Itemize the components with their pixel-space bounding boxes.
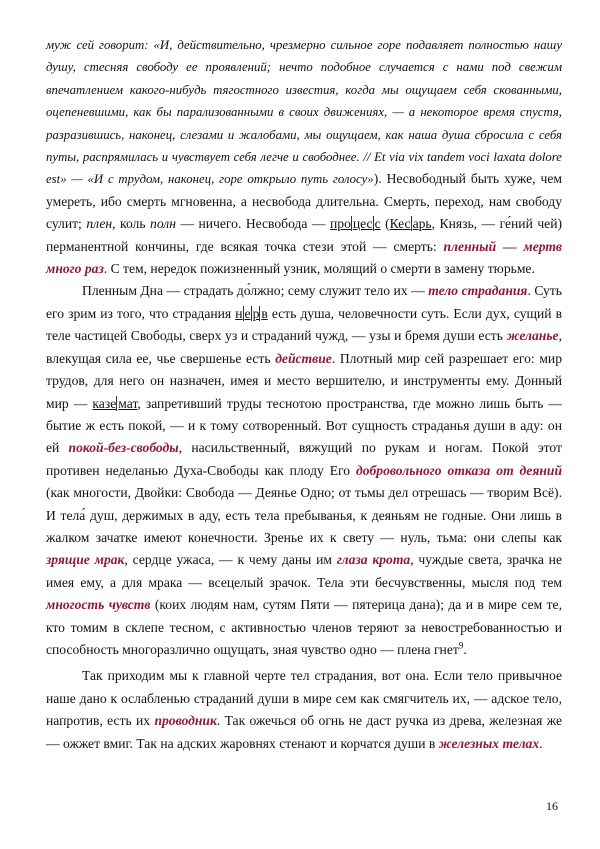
text-run: ). Несвободный быть хуже, чем умереть, ибо смерть мгновенна, а несвобода длительна. Смерть, переход, нам свободу сулит; (46, 171, 562, 232)
highlighted-phrase: пленный — мертв много раз (46, 238, 562, 277)
text-run: , чуждые света, зрачка не имея ему, а для мрака — всецелый зрачок. Тела эти бесчувственны, мысля под тем (46, 552, 562, 590)
text-run: ( (380, 216, 390, 232)
highlighted-phrase: проводник (154, 713, 217, 729)
text-run: , запретивший труды теснотою пространства, где можно лишь быть — бытие ж есть покой, — и к тому сотворенный. Вот сущность страданья души в аду: он ей (46, 395, 562, 456)
highlighted-phrase: тело страдания (428, 283, 528, 299)
paragraph-3 (46, 665, 562, 755)
text-run: Пленным Дна — страдать до́лжно; сему служит тело их — (82, 283, 429, 299)
text-run: (коих людям нам, сутям Пяти — пятерица дана); да и в мире сем те, кто томим в склепе тесном, с активностью членов теряют за невостребованностью и способность многоразлично ощущать, зная чувство одно — плена гнет (46, 597, 562, 657)
marked-word-kazemat: казе мат (92, 395, 138, 411)
footnote-marker[interactable]: 9 (458, 640, 464, 651)
paragraph-1 (46, 34, 562, 280)
marked-word-kesar: Кес арь (389, 216, 432, 232)
text-run: , насильственный, вяжущий по рукам и ногам. Покой этот противен неделанью Духа-Свободы как плоду Его (46, 440, 562, 478)
highlighted-phrase: покой-без-свободы (68, 440, 179, 456)
marked-word-process: про цес с (330, 216, 381, 232)
text-run: . Суть его зрим из того, что страдания (46, 283, 562, 321)
text-run: , Князь, — ге́ний чей) перманентной кончины, где всякая точка стези этой — смерть: (46, 216, 563, 254)
highlighted-phrase: зрящие мрак (46, 552, 125, 568)
paragraph-2 (46, 280, 562, 661)
text-run: , влекущая сила ее, чье свершенье есть (46, 328, 562, 366)
text-run: есть душа, человечности суть. Если дух, сущий в теле частицей Свободы, сверх уз и страданий чужд, — узы и бремя души есть (46, 305, 562, 344)
text-run: (как многости, Двойки: Свобода — Деянье Одно; от тьмы дел отрешась — творим Всё). И тела́ душ, держимых в аду, есть тела пребыванья, к деяньям не годные. Они лишь в жалком зачатке имеют конечности. Зренье их к свету — нуль, тьма: они слепы как (46, 485, 562, 545)
highlighted-phrase: многость чувств (46, 597, 151, 613)
text-run: . (463, 641, 467, 657)
page-number: 16 (546, 799, 558, 813)
highlighted-phrase: глаза крота (336, 552, 411, 568)
marked-word-nerv: н е р в (235, 305, 268, 321)
highlighted-phrase: действие (275, 350, 332, 366)
text-run: , коль (112, 216, 151, 232)
text-run: . Плотный мир сей разрешает его: мир трудов, для него он назначен, имея и место вершителю, и инструменты ему. Донный мир — (46, 350, 563, 411)
italic-word-plen: плен (86, 216, 113, 232)
highlighted-phrase: железных телах (438, 735, 540, 751)
highlighted-phrase: добровольного отказа от деяний (355, 462, 563, 478)
text-run: — ничего. Несвобода — (175, 216, 330, 232)
italic-word-poln: полн (150, 216, 176, 232)
text-run: . С тем, нередок пожизненный узник, молящий о смерти в замену тюрьме. (103, 261, 535, 277)
text-run: , сердце ужаса, — к чему даны им (124, 552, 337, 568)
text-run: . Так ожечься об огнь не даст ручка из древа, железная же — ожжет вмиг. Так на адских жаровнях стенают и корчатся души в (46, 713, 562, 751)
highlighted-phrase: желанье (506, 328, 559, 344)
text-run: . (539, 735, 543, 751)
text-run: Так приходим мы к главной черте тел страдания, вот она. Если тело привычное наше дано к ослабленью страданий души в мире сем как смягчитель их, — адское тело, напротив, есть их (46, 668, 562, 729)
quoted-passage: муж сей говорит: «И, действительно, чрезмерно сильное горе подавляет полностью нашу душу, стесняя свободу ее проявлений; нечто подобное случается с нами под свежим впечатлением какого-нибудь тягостного известия, когда мы ощущаем себя скованными, оцепеневшими, как бы парализованными в своих движениях, — а некоторое время спустя, разразившись, наконец, слезами и жалобами, мы ощущаем, как наша душа сбросила с себя путы, распрямилась и чувствует себя легче и свободнее. // Et via vix tandem voci laxata dolore est» — «И с трудом, наконец, горе открыло путь голосу» (46, 38, 562, 187)
body-text (46, 34, 562, 755)
